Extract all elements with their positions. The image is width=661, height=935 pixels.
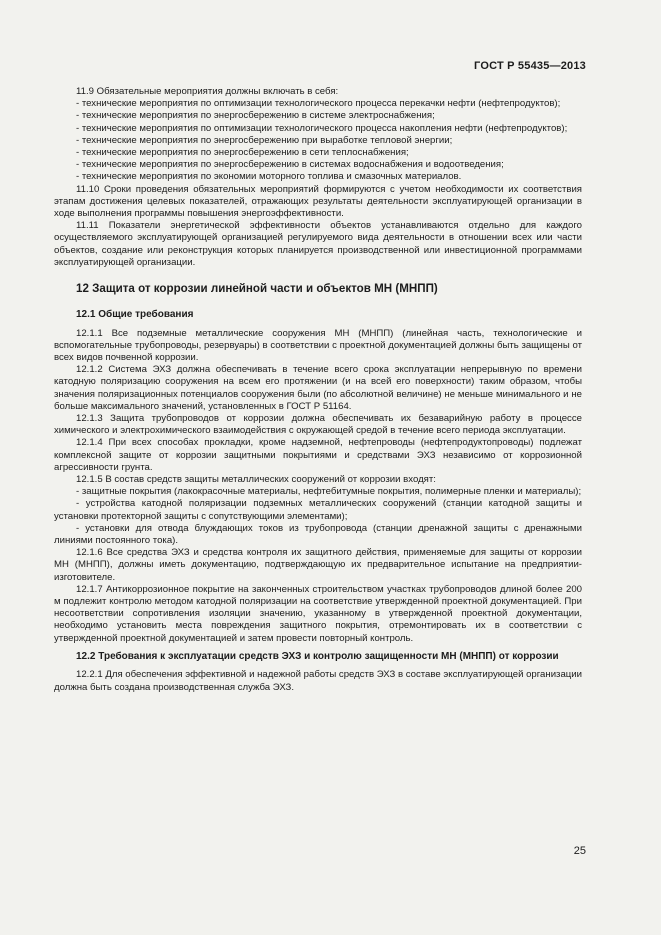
paragraph: 12.1.3 Защита трубопроводов от коррозии должна обеспечивать их безаварийную работу в процессе химического и электрохимического взаимодействия с окружающей средой в течение всего периода эксплуатации. [54,412,582,437]
paragraph: 12.2.1 Для обеспечения эффективной и надежной работы средств ЭХЗ в составе эксплуатирующей организации должна быть создана производственная служба ЭХЗ. [54,669,582,693]
paragraph: - установки для отвода блуждающих токов из трубопровода (станции дренажной защиты с дренажными линиями постоянного тока). [54,522,582,546]
paragraph: - технические мероприятия по энергосбережению в системе электроснабжения; [76,110,435,122]
paragraph: - технические мероприятия по оптимизации технологического процесса накопления нефти (нефтепродуктов); [76,122,568,134]
paragraph: - устройства катодной поляризации подземных металлических сооружений (станции катодной защиты и установки протекторной защиты с сопутствующими элементами); [54,498,582,522]
page-number: 25 [573,845,586,857]
document-body [54,86,582,694]
paragraph: 11.9 Обязательные мероприятия должны включать в себя: [76,86,339,97]
paragraph: 11.11 Показатели энергетической эффективности объектов устанавливаются отдельно для каждого осуществляемого эксплуатирующей организацией регулируемого вида деятельности в отношении всех или части объектов, создание или реконструкция которых планируется производственной или инвестиционной программами эксплуатирующей организации. [54,220,582,268]
paragraph: 12.1.4 При всех способах прокладки, кроме надземной, нефтепроводы (нефтепродуктопроводы) подлежат комплексной защите от коррозии защитными покрытиями и средствами ЭХЗ независимо от коррозионной агрессивности грунта. [54,437,582,473]
subsection-heading: 12.1 Общие требования [76,309,194,321]
subsection-heading: 12.2 Требования к эксплуатации средств ЭХЗ и контролю защищенности МН (МНПП) от коррозии [76,650,559,662]
paragraph: 12.1.2 Система ЭХЗ должна обеспечивать в течение всего срока эксплуатации непрерывную по времени катодную поляризацию сооружения на всем его протяжении (и на всей его поверхности) таким образом, чтобы значения поляризационных потенциалов сооружения были (по абсолютной величине) не меньше минимального и не больше максимального значений, установленных в ГОСТ Р 51164. [54,364,582,412]
paragraph: 12.1.1 Все подземные металлические сооружения МН (МНПП) (линейная часть, технологические и вспомогательные трубопроводы, резервуары) в соответствии с проектной документацией должны быть защищены от всех видов почвенной коррозии. [54,327,582,363]
paragraph: - технические мероприятия по экономии моторного топлива и смазочных материалов. [76,171,462,183]
paragraph: - технические мероприятия по энергосбережению в системах водоснабжения и водоотведения; [76,159,504,171]
paragraph: - технические мероприятия по энергосбережению в сети теплоснабжения; [76,147,409,159]
document-code-header: ГОСТ Р 55435—2013 [474,60,586,72]
paragraph: - защитные покрытия (лакокрасочные материалы, нефтебитумные покрытия, полимерные пленки и материалы); [76,486,582,498]
paragraph: - технические мероприятия по оптимизации технологического процесса перекачки нефти (нефтепродуктов); [76,98,561,110]
paragraph: 12.1.6 Все средства ЭХЗ и средства контроля их защитного действия, применяемые для защиты от коррозии МН (МНПП), должны иметь документацию, подтверждающую их предварительное испытание на предприятии-изготовителе. [54,547,582,583]
paragraph: 12.1.5 В состав средств защиты металлических сооружений от коррозии входят: [76,473,436,485]
section-heading: 12 Защита от коррозии линейной части и объектов МН (МНПП) [76,282,438,296]
paragraph: - технические мероприятия по энергосбережению при выработке тепловой энергии; [76,134,453,146]
paragraph: 12.1.7 Антикоррозионное покрытие на законченных строительством участках трубопроводов длиной более 200 м подлежит контролю методом катодной поляризации на соответствие утвержденной проектной документацией. При несоответствии сопротивления изоляции значению, указанному в утвержденной проектной документации, необходимо установить места повреждения защитного покрытия, отремонтировать их в соответствии с утвержденной проектной документацией и затем провести повторный контроль. [54,583,582,644]
paragraph: 11.10 Сроки проведения обязательных мероприятий формируются с учетом необходимости их соответствия этапам достижения целевых показателей, отражающих результаты деятельности эксплуатирующей организации в ходе выполнения программы повышения энергоэффективности. [54,183,582,220]
